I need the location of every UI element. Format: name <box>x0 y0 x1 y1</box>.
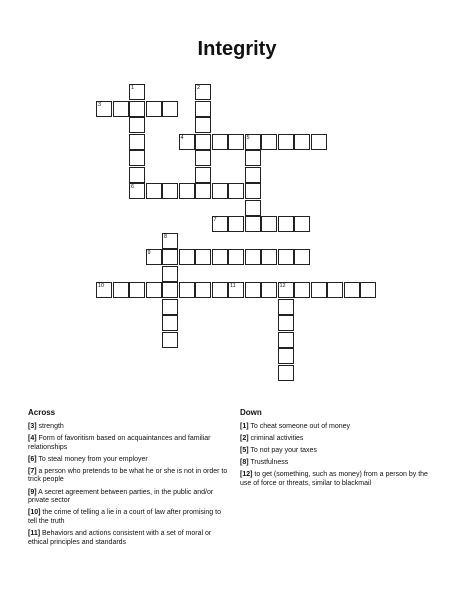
grid-cell[interactable] <box>146 249 162 265</box>
clue-number: [10] <box>28 509 41 517</box>
clue-text: criminal activities <box>248 435 304 443</box>
down-heading: Down <box>240 408 262 417</box>
across-heading: Across <box>28 408 56 417</box>
clue-number: [12] <box>240 471 253 479</box>
grid-cell[interactable] <box>261 134 277 150</box>
clue-text: A secret agreement between parties, in the public and/or private sector <box>28 488 214 505</box>
down-clue-2 <box>240 447 440 456</box>
grid-cell[interactable] <box>162 299 178 315</box>
grid-cell[interactable] <box>162 101 178 117</box>
grid-cell[interactable] <box>195 150 211 166</box>
cell-number: 10 <box>98 283 105 289</box>
across-clues <box>28 408 228 551</box>
grid-cell[interactable] <box>162 266 178 282</box>
across-clue-5 <box>28 509 228 526</box>
clue-text: Behaviors and actions consistent with a set of moral or ethical principles and standards <box>28 529 212 546</box>
grid-cell[interactable] <box>245 282 261 298</box>
across-clue-3 <box>28 468 228 485</box>
grid-cell[interactable] <box>146 101 162 117</box>
grid-cell[interactable] <box>278 134 294 150</box>
grid-cell[interactable] <box>195 134 211 150</box>
grid-cell[interactable] <box>179 249 195 265</box>
grid-cell[interactable] <box>228 134 244 150</box>
clue-text: To steal money from your employer <box>36 455 148 463</box>
grid-cell[interactable] <box>294 216 310 232</box>
grid-cell[interactable] <box>245 183 261 199</box>
grid-cell[interactable] <box>195 183 211 199</box>
grid-cell[interactable] <box>278 249 294 265</box>
grid-cell[interactable] <box>129 117 145 133</box>
down-clue-4 <box>240 471 440 488</box>
grid-cell[interactable] <box>212 249 228 265</box>
grid-cell[interactable] <box>146 183 162 199</box>
cell-number: 5 <box>246 134 250 141</box>
grid-cell[interactable] <box>195 167 211 183</box>
cell-number: 12 <box>279 283 286 289</box>
clue-text: Trustfulness <box>248 459 289 467</box>
across-clue-6 <box>28 530 228 547</box>
grid-cell[interactable] <box>228 249 244 265</box>
grid-cell[interactable] <box>212 282 228 298</box>
puzzle-title: Integrity <box>197 38 277 60</box>
grid-cell[interactable] <box>179 183 195 199</box>
grid-cell[interactable] <box>278 299 294 315</box>
grid-cell[interactable] <box>311 134 327 150</box>
grid-cell[interactable] <box>162 315 178 331</box>
grid-cell[interactable] <box>245 249 261 265</box>
grid-cell[interactable] <box>195 117 211 133</box>
clue-text: To cheat someone out of money <box>248 423 350 430</box>
cell-number: 2 <box>197 85 201 91</box>
cell-number: 6 <box>131 184 135 190</box>
down-clue-0 <box>240 423 440 432</box>
clue-text: To not pay your taxes <box>248 447 317 455</box>
clue-text: to get (something, such as money) from a person by the use of force or threats, similar to blackmail <box>240 471 428 487</box>
cell-number: 7 <box>213 217 217 223</box>
grid-cell[interactable] <box>162 249 178 265</box>
grid-cell[interactable] <box>360 282 376 298</box>
grid-cell[interactable] <box>261 216 277 232</box>
grid-cell[interactable] <box>278 216 294 232</box>
clue-number: [7] <box>28 467 37 475</box>
grid-cell[interactable] <box>294 282 310 298</box>
down-clues <box>240 408 440 492</box>
grid-cell[interactable] <box>245 200 261 216</box>
clue-number: [4] <box>28 435 37 443</box>
grid-cell[interactable] <box>327 282 343 298</box>
grid-cell[interactable] <box>228 282 244 298</box>
clue-number: [3] <box>28 423 37 430</box>
clue-text: the crime of telling a lie in a court of law after promising to tell the truth <box>28 509 221 525</box>
grid-cell[interactable] <box>261 249 277 265</box>
grid-cell[interactable] <box>162 332 178 348</box>
clue-number: [11] <box>28 529 41 537</box>
grid-cell[interactable] <box>228 216 244 232</box>
grid-cell[interactable] <box>179 134 195 150</box>
grid-cell[interactable] <box>195 84 211 100</box>
grid-cell[interactable] <box>195 101 211 117</box>
cell-number: 11 <box>230 283 236 289</box>
grid-cell[interactable] <box>278 332 294 348</box>
down-clue-1 <box>240 435 440 444</box>
grid-cell[interactable] <box>278 282 294 298</box>
cell-number: 1 <box>131 85 135 91</box>
across-clue-0 <box>28 423 228 432</box>
grid-cell[interactable] <box>162 233 178 249</box>
down-clue-3 <box>240 459 440 468</box>
clue-number: [1] <box>240 423 249 430</box>
grid-cell[interactable] <box>195 249 211 265</box>
grid-cell[interactable] <box>294 249 310 265</box>
grid-cell[interactable] <box>212 183 228 199</box>
grid-cell[interactable] <box>146 282 162 298</box>
grid-cell[interactable] <box>245 150 261 166</box>
clue-number: [2] <box>240 435 249 443</box>
cell-number: 4 <box>180 134 184 141</box>
grid-cell[interactable] <box>212 134 228 150</box>
grid-cell[interactable] <box>311 282 327 298</box>
across-clue-2 <box>28 456 228 465</box>
grid-cell[interactable] <box>344 282 360 298</box>
clue-number: [8] <box>240 459 249 467</box>
clue-number: [6] <box>28 455 37 463</box>
clue-text: Form of favoritism based on acquaintances and familiar relationships <box>28 435 211 451</box>
grid-cell[interactable] <box>129 101 145 117</box>
cell-number: 8 <box>164 233 168 240</box>
grid-cell[interactable] <box>162 183 178 199</box>
cell-number: 9 <box>147 250 151 256</box>
grid-cell[interactable] <box>245 167 261 183</box>
grid-cell[interactable] <box>278 315 294 331</box>
cell-number: 3 <box>98 101 102 108</box>
clue-text: strength <box>36 423 64 430</box>
across-clue-4 <box>28 489 228 506</box>
clue-number: [5] <box>240 447 249 455</box>
grid-cell[interactable] <box>96 282 112 298</box>
clue-number: [9] <box>28 488 37 496</box>
grid-cell[interactable] <box>261 282 277 298</box>
grid-cell[interactable] <box>278 365 294 381</box>
grid-cell[interactable] <box>228 183 244 199</box>
grid-cell[interactable] <box>129 282 145 298</box>
clue-text: a person who pretends to be what he or she is not in order to trick people <box>28 467 228 484</box>
grid-cell[interactable] <box>294 134 310 150</box>
grid-cell[interactable] <box>195 282 211 298</box>
across-clue-1 <box>28 435 228 452</box>
grid-cell[interactable] <box>129 134 145 150</box>
grid-cell[interactable] <box>278 348 294 364</box>
grid-cell[interactable] <box>129 183 145 199</box>
grid-cell[interactable] <box>113 282 129 298</box>
grid-cell[interactable] <box>162 282 178 298</box>
grid-cell[interactable] <box>113 101 129 117</box>
grid-cell[interactable] <box>96 101 112 117</box>
grid-cell[interactable] <box>179 282 195 298</box>
grid-cell[interactable] <box>129 167 145 183</box>
grid-cell[interactable] <box>129 84 145 100</box>
grid-cell[interactable] <box>245 134 261 150</box>
grid-cell[interactable] <box>245 216 261 232</box>
grid-cell[interactable] <box>212 216 228 232</box>
grid-cell[interactable] <box>129 150 145 166</box>
